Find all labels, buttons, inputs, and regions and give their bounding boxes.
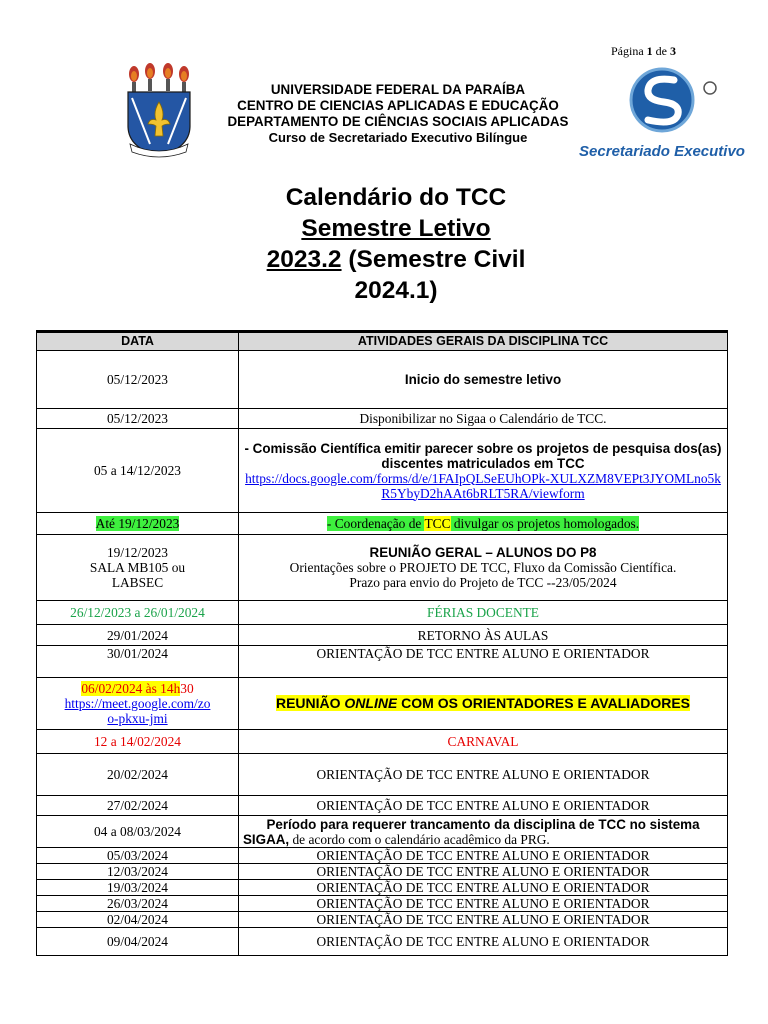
column-header-activities: ATIVIDADES GERAIS DA DISCIPLINA TCC: [239, 332, 728, 351]
page-label: Página: [611, 44, 644, 58]
table-row: [37, 351, 728, 409]
row-date: 04 a 08/03/2024: [37, 816, 239, 848]
table-row: [37, 678, 728, 730]
highlighted-date: Até 19/12/2023: [95, 516, 180, 531]
row-activity: ORIENTAÇÃO DE TCC ENTRE ALUNO E ORIENTADOR: [239, 848, 728, 864]
table-row: [37, 646, 728, 678]
row-date: 05 a 14/12/2023: [37, 429, 239, 513]
row-date: 20/02/2024: [37, 754, 239, 796]
page-current: 1: [646, 44, 653, 58]
row-date: 26/03/2024: [37, 896, 239, 912]
title-line-1: Calendário do TCC: [285, 184, 507, 211]
activity-part-1: - Coordenação de: [326, 516, 425, 531]
meeting-heading: REUNIÃO GERAL – ALUNOS DO P8: [369, 545, 597, 560]
row-date: 05/03/2024: [37, 848, 239, 864]
meeting-time-highlight: 06/02/2024 às 14h: [81, 681, 181, 696]
online-meeting-time: [41, 681, 234, 696]
row-date: 05/12/2023: [37, 351, 239, 409]
row-activity: ORIENTAÇÃO DE TCC ENTRE ALUNO E ORIENTADOR: [239, 896, 728, 912]
row-activity: Inicio do semestre letivo: [239, 351, 728, 409]
logo-text: Secretariado Executivo: [579, 143, 745, 160]
row-date: 12 a 14/02/2024: [37, 730, 239, 754]
table-row: [37, 896, 728, 912]
title-line-3: [190, 244, 602, 275]
row-date: 27/02/2024: [37, 796, 239, 816]
row-activity: ORIENTAÇÃO DE TCC ENTRE ALUNO E ORIENTADOR: [239, 880, 728, 896]
row-activity: ORIENTAÇÃO DE TCC ENTRE ALUNO E ORIENTADOR: [239, 796, 728, 816]
row-date: 26/12/2023 a 26/01/2024: [37, 601, 239, 625]
table-row: [37, 535, 728, 601]
table-row: [37, 625, 728, 646]
course-name: Curso de Secretariado Executivo Bilíngue: [268, 130, 528, 145]
university-crest-logo: [120, 64, 198, 162]
online-meeting-part-1: REUNIÃO: [275, 695, 345, 711]
row-activity: RETORNO ÀS AULAS: [239, 625, 728, 646]
row-date: 05/12/2023: [37, 409, 239, 429]
row-date: 02/04/2024: [37, 912, 239, 928]
table-row: [37, 513, 728, 535]
google-form-link[interactable]: https://docs.google.com/forms/d/e/1FAIpQLSeEUhOPk-XULXZM8VEPt3JYOMLno5kR5YbyD2hAAt6bRLT5RA/viewform: [245, 470, 721, 501]
table-row: [37, 880, 728, 896]
row-date: 30/01/2024: [37, 646, 239, 678]
row-activity: ORIENTAÇÃO DE TCC ENTRE ALUNO E ORIENTADOR: [239, 912, 728, 928]
table-row: [37, 796, 728, 816]
table-row: [37, 816, 728, 848]
table-row: [37, 730, 728, 754]
meeting-details: Orientações sobre o PROJETO DE TCC, Fluxo da Comissão Científica.: [289, 560, 677, 575]
secretariado-executivo-logo: [579, 60, 745, 164]
row-date: [37, 513, 239, 535]
table-row: [37, 601, 728, 625]
google-meet-link[interactable]: https://meet.google.com/zoo-pkxu-jmi: [64, 696, 211, 726]
title-semester: 2023.2: [266, 246, 342, 273]
row-date: 19/03/2024: [37, 880, 239, 896]
title-line-2: Semestre Letivo: [301, 215, 491, 242]
row-date: 12/03/2024: [37, 864, 239, 880]
table-row: [37, 928, 728, 956]
row-date: [37, 678, 239, 730]
trancamento-bold: Período para requerer trancamento da disciplina de TCC no sistema SIGAA,: [243, 816, 700, 847]
row-activity: ORIENTAÇÃO DE TCC ENTRE ALUNO E ORIENTADOR: [239, 928, 728, 956]
table-row: [37, 912, 728, 928]
page-of: de: [655, 44, 667, 58]
university-name: UNIVERSIDADE FEDERAL DA PARAÍBA: [270, 82, 526, 97]
online-meeting-part-2: ONLINE: [344, 695, 398, 711]
row-activity: ORIENTAÇÃO DE TCC ENTRE ALUNO E ORIENTADOR: [239, 754, 728, 796]
table-row: [37, 409, 728, 429]
meeting-room-alt: LABSEC: [111, 575, 164, 590]
activity-part-2: TCC: [424, 516, 451, 531]
row-activity-text: - Comissão Científica emitir parecer sobre os projetos de pesquisa dos(as) discentes matriculados em TCC: [244, 440, 722, 471]
row-activity: CARNAVAL: [239, 730, 728, 754]
center-name: CENTRO DE CIENCIAS APLICADAS E EDUCAÇÃO: [237, 98, 559, 113]
table-header-row: [37, 332, 728, 351]
activity-part-3: divulgar os projetos homologados.: [450, 516, 640, 531]
trancamento-rest: de acordo com o calendário acadêmico da PRG.: [289, 831, 550, 847]
document-title: [190, 182, 602, 306]
row-activity: [239, 535, 728, 601]
meeting-date: 19/12/2023: [106, 545, 168, 560]
table-row: [37, 754, 728, 796]
row-activity: ORIENTAÇÃO DE TCC ENTRE ALUNO E ORIENTADOR: [239, 646, 728, 678]
row-date: [37, 535, 239, 601]
department-name: DEPARTAMENTO DE CIÊNCIAS SOCIAIS APLICADAS: [227, 114, 569, 129]
page-number: [611, 44, 676, 59]
row-activity: [239, 429, 728, 513]
institution-header: [200, 82, 596, 146]
row-activity: [239, 513, 728, 535]
row-activity: ORIENTAÇÃO DE TCC ENTRE ALUNO E ORIENTADOR: [239, 864, 728, 880]
row-date: 29/01/2024: [37, 625, 239, 646]
calendar-table: [36, 330, 728, 956]
online-meeting-part-3: COM OS ORIENTADORES E AVALIADORES: [397, 695, 691, 711]
project-deadline: Prazo para envio do Projeto de TCC --23/05/2024: [349, 575, 617, 590]
row-activity: [239, 678, 728, 730]
table-row: [37, 864, 728, 880]
row-date: 09/04/2024: [37, 928, 239, 956]
meeting-room: SALA MB105 ou: [89, 560, 186, 575]
column-header-date: DATA: [37, 332, 239, 351]
title-line-4: 2024.1): [354, 277, 438, 304]
row-activity: Disponibilizar no Sigaa o Calendário de TCC.: [239, 409, 728, 429]
page-total: 3: [670, 44, 676, 58]
table-row: [37, 848, 728, 864]
meeting-time-minutes: 30: [180, 681, 194, 696]
title-civil-semester: (Semestre Civil: [341, 246, 526, 273]
table-row: [37, 429, 728, 513]
row-activity: [239, 816, 728, 848]
row-activity: FÉRIAS DOCENTE: [239, 601, 728, 625]
